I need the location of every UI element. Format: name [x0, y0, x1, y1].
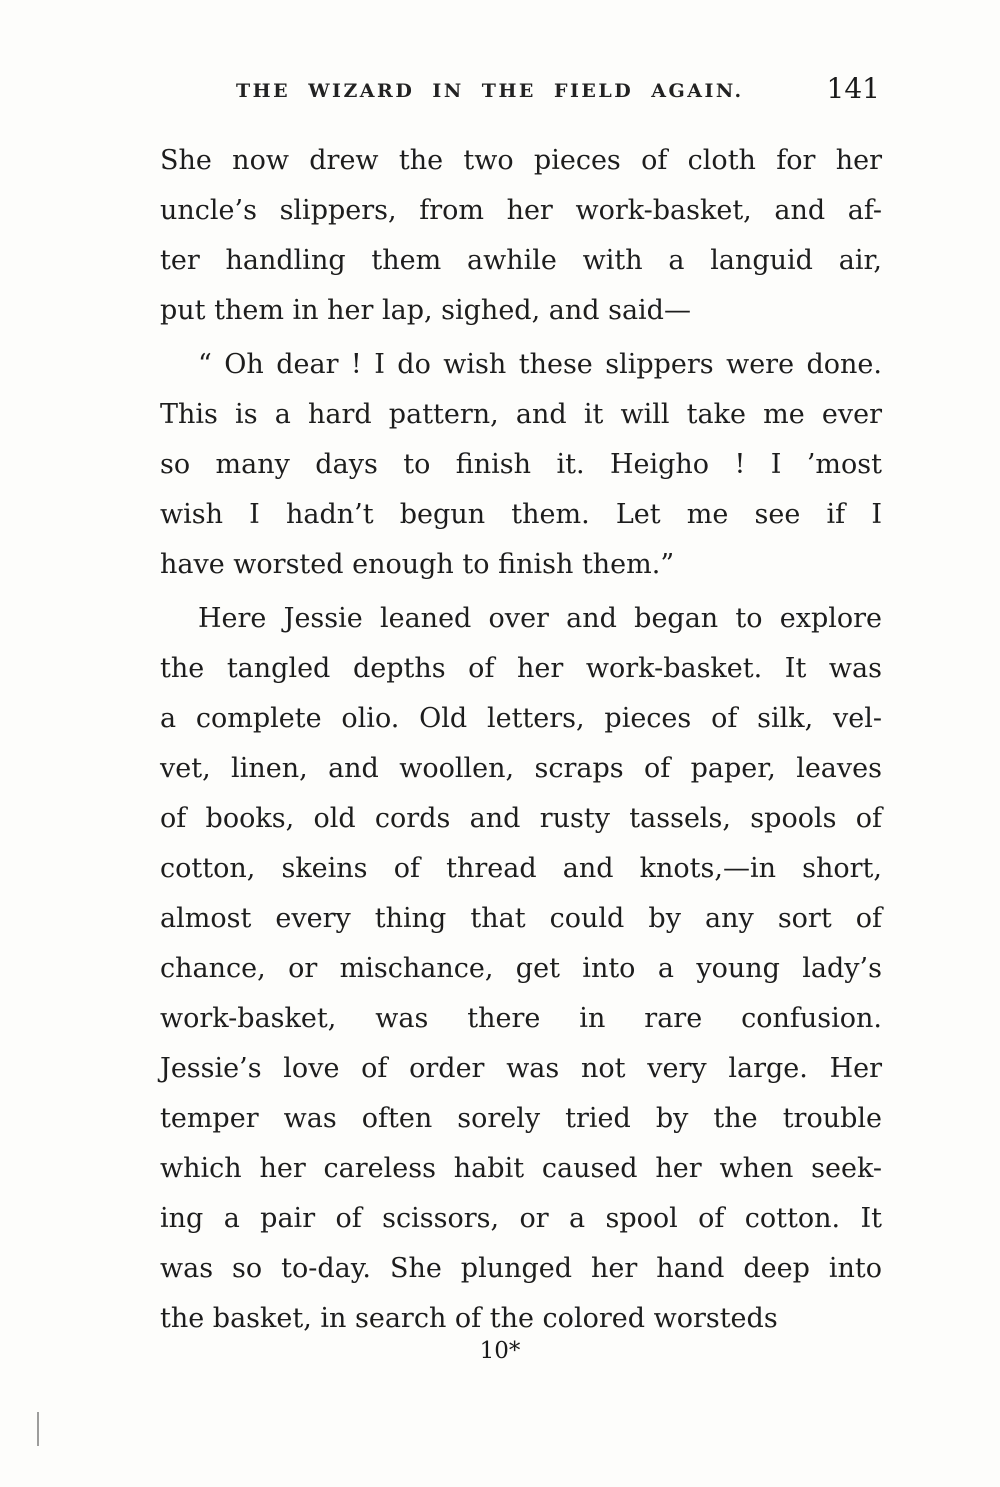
scan-artifact	[37, 1412, 39, 1446]
paragraph	[160, 594, 882, 1344]
text-line: a complete olio. Old letters, pieces of silk, vel-	[160, 703, 882, 734]
text-line: cotton, skeins of thread and knots,—in short,	[160, 853, 882, 884]
text-line: temper was often sorely tried by the trouble	[160, 1103, 882, 1134]
text-line: vet, linen, and woollen, scraps of paper, leaves	[160, 753, 882, 784]
text-line: Jessie’s love of order was not very large. Her	[160, 1053, 882, 1084]
text-line: ter handling them awhile with a languid air,	[160, 245, 882, 276]
text-line: chance, or mischance, get into a young lady’s	[160, 953, 882, 984]
signature-mark: 10*	[479, 1338, 521, 1364]
paragraph	[160, 340, 882, 590]
text-line: wish I hadn’t begun them. Let me see if I	[160, 499, 882, 530]
text-line: ing a pair of scissors, or a spool of cotton. It	[160, 1203, 882, 1234]
text-line: She now drew the two pieces of cloth for her	[160, 145, 882, 176]
text-line: Here Jessie leaned over and began to explore	[198, 603, 882, 634]
page-number: 141	[826, 72, 880, 105]
text-line: uncle’s slippers, from her work-basket, and af-	[160, 195, 882, 226]
text-line: was so to-day. She plunged her hand deep into	[160, 1253, 882, 1284]
running-header: THE WIZARD IN THE FIELD AGAIN.	[236, 80, 744, 102]
text-line: the tangled depths of her work-basket. It was	[160, 653, 882, 684]
text-line: This is a hard pattern, and it will take me ever	[160, 399, 882, 430]
text-line: the basket, in search of the colored worsteds	[160, 1303, 778, 1334]
page-body	[160, 136, 882, 1348]
paragraph	[160, 136, 882, 336]
text-line: which her careless habit caused her when seek-	[160, 1153, 882, 1184]
page-header	[0, 0, 1000, 120]
text-line: put them in her lap, sighed, and said—	[160, 295, 691, 326]
text-line: “ Oh dear ! I do wish these slippers were done.	[198, 349, 882, 380]
text-line: so many days to finish it. Heigho ! I ’most	[160, 449, 882, 480]
text-line: work-basket, was there in rare confusion.	[160, 1003, 882, 1034]
text-line: have worsted enough to finish them.”	[160, 549, 675, 580]
text-line: almost every thing that could by any sort of	[160, 903, 882, 934]
text-line: of books, old cords and rusty tassels, spools of	[160, 803, 882, 834]
